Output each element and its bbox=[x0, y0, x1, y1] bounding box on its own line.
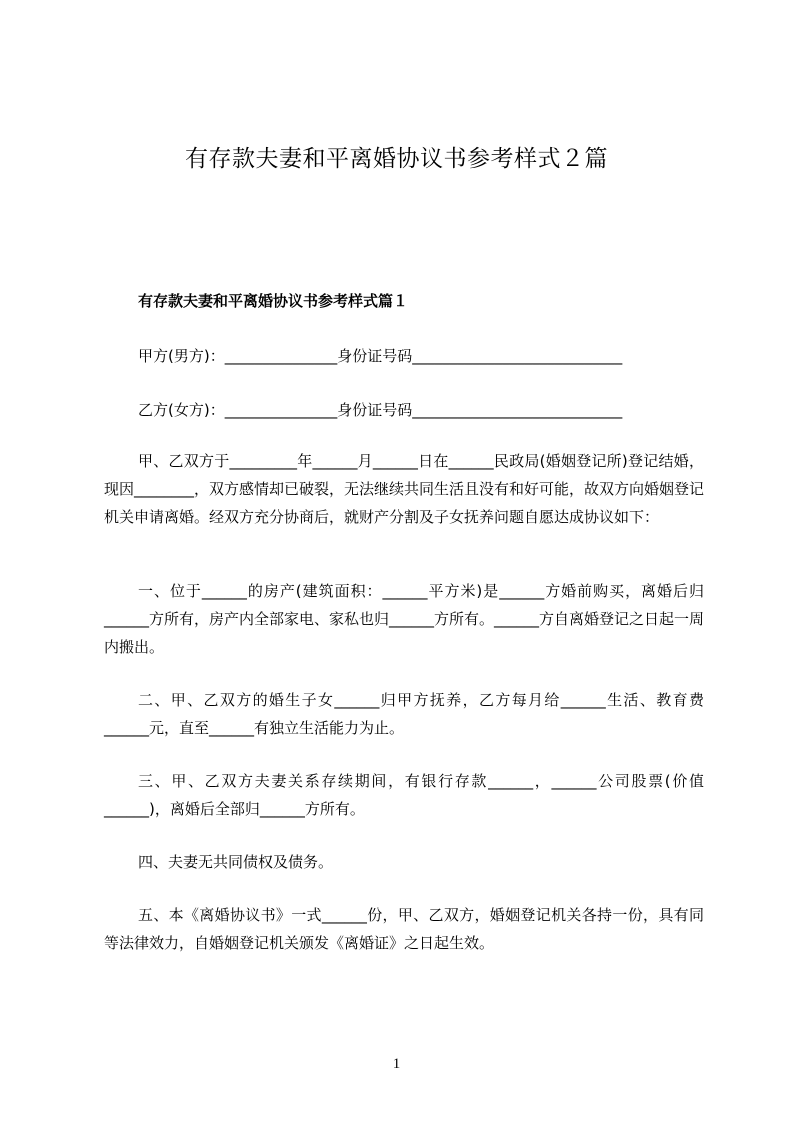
clause-4-debts: 四、夫妻无共同债权及债务。 bbox=[138, 853, 334, 871]
party-a-line: 甲方(男方)：_______________身份证号码____________________________ bbox=[138, 347, 623, 365]
document-title: 有存款夫妻和平离婚协议书参考样式２篇 bbox=[185, 146, 608, 172]
clause-5-copies: 五、本《离婚协议书》一式______份，甲、乙双方，婚姻登记机关各持一份，具有同等法律效力，自婚姻登记机关颁发《离婚证》之日起生效。 bbox=[104, 906, 704, 952]
clause-intro: 甲、乙双方于_________年______月______日在______民政局(婚姻登记所)登记结婚，现因________，双方感情却已破裂，无法继续共同生活且没有和好可能，故双方向婚姻登记机关申请离婚。经双方充分协商后，就财产分割及子女抚养问题自愿达成协议如下： bbox=[104, 452, 705, 526]
page-number: 1 bbox=[392, 1056, 401, 1072]
clause-3-savings: 三、甲、乙双方夫妻关系存续期间，有银行存款______，______公司股票(价值______)，离婚后全部归______方所有。 bbox=[104, 772, 704, 818]
clause-2-children: 二、甲、乙双方的婚生子女______归甲方抚养，乙方每月给______生活、教育费______元，直至______有独立生活能力为止。 bbox=[104, 691, 704, 737]
party-b-line: 乙方(女方)：_______________身份证号码____________________________ bbox=[138, 401, 623, 419]
section-heading: 有存款夫妻和平离婚协议书参考样式篇１ bbox=[138, 292, 409, 310]
clause-1-property: 一、位于______的房产(建筑面积：______平方米)是______方婚前购买，离婚后归______方所有，房产内全部家电、家私也归______方所有。______方自离婚登记之日起一周内搬出。 bbox=[104, 582, 705, 656]
